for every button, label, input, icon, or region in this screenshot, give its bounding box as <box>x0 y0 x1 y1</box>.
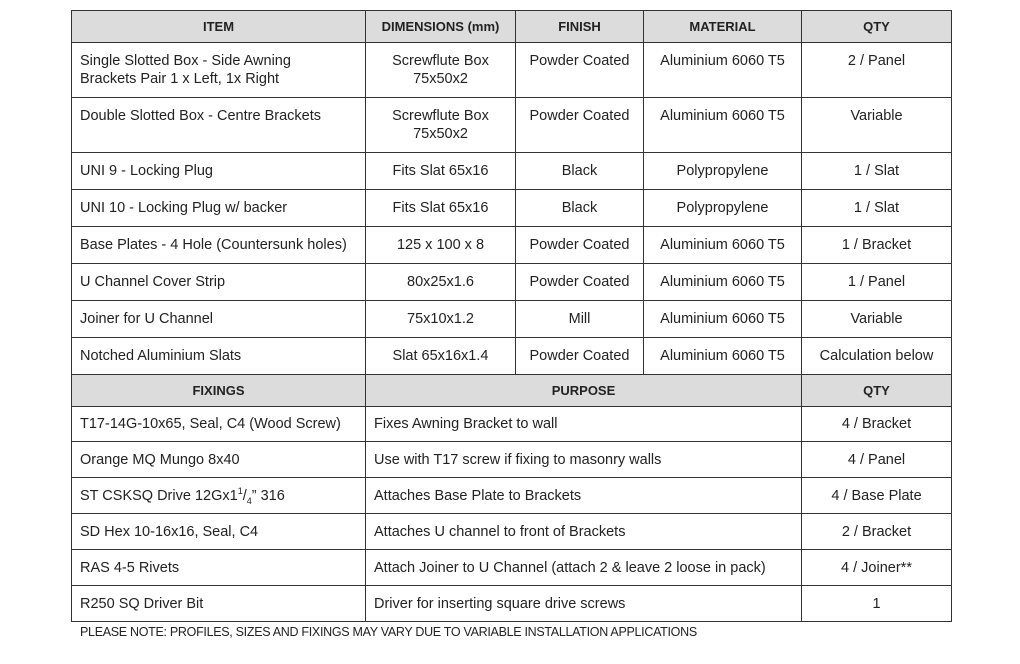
header-material: MATERIAL <box>644 11 802 43</box>
header-finish: FINISH <box>516 11 644 43</box>
fixing-cell: T17-14G-10x65, Seal, C4 (Wood Screw) <box>72 407 366 442</box>
purpose-cell: Attach Joiner to U Channel (attach 2 & leave 2 loose in pack) <box>366 550 802 586</box>
item-cell: Double Slotted Box - Centre Brackets <box>72 98 366 153</box>
material-cell: Polypropylene <box>644 190 802 227</box>
finish-cell: Powder Coated <box>516 338 644 375</box>
dimensions-line-2: 75x50x2 <box>413 71 468 87</box>
finish-cell: Black <box>516 190 644 227</box>
finish-cell: Mill <box>516 301 644 338</box>
item-line-1: Single Slotted Box - Side Awning <box>80 53 291 69</box>
dimensions-cell: Fits Slat 65x16 <box>366 190 516 227</box>
table-row <box>72 190 952 227</box>
table-row <box>72 550 952 586</box>
table-row <box>72 586 952 622</box>
finish-cell: Black <box>516 153 644 190</box>
fixings-header-row <box>72 375 952 407</box>
fixing-text-prefix: ST CSKSQ Drive 12Gx1 <box>80 487 238 504</box>
purpose-cell: Attaches U channel to front of Brackets <box>366 514 802 550</box>
qty-cell: 2 / Panel <box>802 43 952 98</box>
qty-cell: 1 / Bracket <box>802 227 952 264</box>
table-row <box>72 407 952 442</box>
table-row <box>72 478 952 514</box>
fixing-cell: Orange MQ Mungo 8x40 <box>72 442 366 478</box>
material-cell: Aluminium 6060 T5 <box>644 227 802 264</box>
fixing-cell: ST CSKSQ Drive $12Gx1^1/_4$” 316 <box>72 478 366 514</box>
dimensions-line-1: Screwflute Box <box>392 108 489 124</box>
material-cell: Polypropylene <box>644 153 802 190</box>
item-cell: Joiner for U Channel <box>72 301 366 338</box>
table-row <box>72 98 952 153</box>
material-cell: Aluminium 6060 T5 <box>644 43 802 98</box>
qty-cell: Variable <box>802 98 952 153</box>
dimensions-cell <box>366 98 516 153</box>
header-fixings: FIXINGS <box>72 375 366 407</box>
material-cell: Aluminium 6060 T5 <box>644 301 802 338</box>
header-dimensions: DIMENSIONS (mm) <box>366 11 516 43</box>
table-row <box>72 514 952 550</box>
item-line-2: Brackets Pair 1 x Left, 1x Right <box>80 71 280 87</box>
finish-cell: Powder Coated <box>516 227 644 264</box>
dimensions-line-2: 75x50x2 <box>413 126 468 142</box>
table-row <box>72 338 952 375</box>
fixing-cell: RAS 4-5 Rivets <box>72 550 366 586</box>
table-row <box>72 43 952 98</box>
qty-cell: 1 <box>802 586 952 622</box>
table-row <box>72 264 952 301</box>
item-cell <box>72 43 366 98</box>
material-cell: Aluminium 6060 T5 <box>644 98 802 153</box>
dimensions-cell: 125 x 100 x 8 <box>366 227 516 264</box>
header-item: ITEM <box>72 11 366 43</box>
material-cell: Aluminium 6060 T5 <box>644 264 802 301</box>
purpose-cell: Driver for inserting square drive screws <box>366 586 802 622</box>
qty-cell: Variable <box>802 301 952 338</box>
qty-cell: 2 / Bracket <box>802 514 952 550</box>
table-row <box>72 301 952 338</box>
dimensions-line-1: Screwflute Box <box>392 53 489 69</box>
installation-note: PLEASE NOTE: PROFILES, SIZES AND FIXINGS MAY VARY DUE TO VARIABLE INSTALLATION APPLICATIONS <box>80 625 697 639</box>
item-cell: Base Plates - 4 Hole (Countersunk holes) <box>72 227 366 264</box>
qty-cell: 4 / Base Plate <box>802 478 952 514</box>
table-row <box>72 227 952 264</box>
purpose-cell: Attaches Base Plate to Brackets <box>366 478 802 514</box>
header-fixings-qty: QTY <box>802 375 952 407</box>
qty-cell: 1 / Slat <box>802 153 952 190</box>
item-cell: U Channel Cover Strip <box>72 264 366 301</box>
item-cell: Notched Aluminium Slats <box>72 338 366 375</box>
fixing-cell: SD Hex 10-16x16, Seal, C4 <box>72 514 366 550</box>
fixing-cell: R250 SQ Driver Bit <box>72 586 366 622</box>
qty-cell: 1 / Slat <box>802 190 952 227</box>
dimensions-cell: Fits Slat 65x16 <box>366 153 516 190</box>
material-cell: Aluminium 6060 T5 <box>644 338 802 375</box>
purpose-cell: Fixes Awning Bracket to wall <box>366 407 802 442</box>
qty-cell: Calculation below <box>802 338 952 375</box>
qty-cell: 4 / Panel <box>802 442 952 478</box>
qty-cell: 4 / Bracket <box>802 407 952 442</box>
fixing-text-suffix: ” 316 <box>251 487 285 504</box>
header-purpose: PURPOSE <box>366 375 802 407</box>
fraction-numerator: 1 <box>237 485 243 496</box>
finish-cell: Powder Coated <box>516 264 644 301</box>
specification-table <box>71 10 952 622</box>
items-header-row <box>72 11 952 43</box>
finish-cell: Powder Coated <box>516 98 644 153</box>
item-cell: UNI 9 - Locking Plug <box>72 153 366 190</box>
dimensions-cell <box>366 43 516 98</box>
dimensions-cell: 80x25x1.6 <box>366 264 516 301</box>
item-cell: UNI 10 - Locking Plug w/ backer <box>72 190 366 227</box>
table-row <box>72 153 952 190</box>
table-row <box>72 442 952 478</box>
dimensions-cell: 75x10x1.2 <box>366 301 516 338</box>
fraction-denominator: 4 <box>246 495 252 506</box>
header-qty: QTY <box>802 11 952 43</box>
purpose-cell: Use with T17 screw if fixing to masonry walls <box>366 442 802 478</box>
qty-cell: 4 / Joiner** <box>802 550 952 586</box>
finish-cell: Powder Coated <box>516 43 644 98</box>
qty-cell: 1 / Panel <box>802 264 952 301</box>
dimensions-cell: Slat 65x16x1.4 <box>366 338 516 375</box>
